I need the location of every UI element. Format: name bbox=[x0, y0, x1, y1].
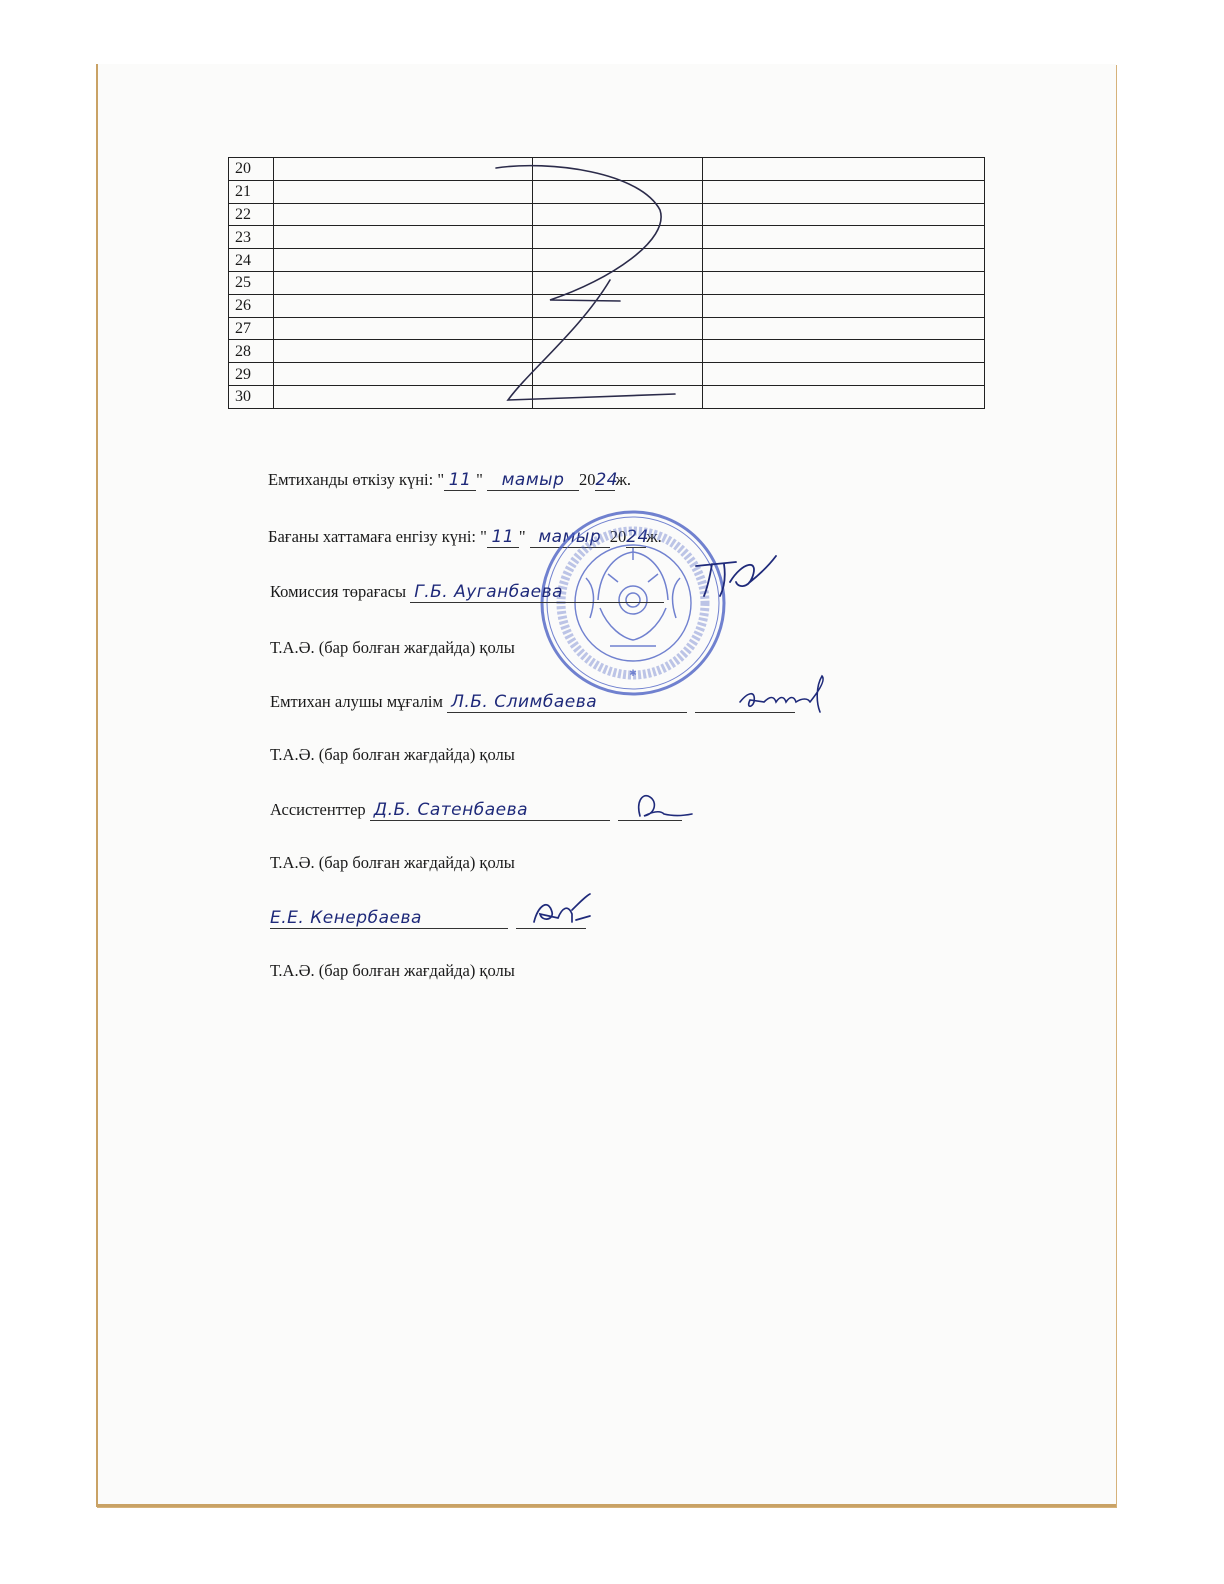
row-number: 28 bbox=[229, 340, 274, 363]
chairman-caption: Т.А.Ә. (бар болған жағдайда) қолы bbox=[270, 638, 515, 657]
assistants-line bbox=[270, 800, 682, 821]
teacher-signature bbox=[736, 672, 831, 714]
exam-date-year-prefix: 20 bbox=[578, 470, 596, 489]
grade-date-suffix: ж. bbox=[646, 527, 662, 546]
table-cell bbox=[703, 249, 985, 272]
table-cell bbox=[703, 340, 985, 363]
exam-date-label: Емтиханды өткізу күні: " bbox=[268, 470, 445, 489]
exam-date-day: 11 bbox=[444, 470, 476, 491]
table-cell bbox=[703, 363, 985, 386]
row-number: 26 bbox=[229, 294, 274, 317]
row-number: 23 bbox=[229, 226, 274, 249]
exam-date-quote: " bbox=[476, 470, 483, 489]
row-number: 24 bbox=[229, 249, 274, 272]
row-number: 21 bbox=[229, 180, 274, 203]
chairman-name: Г.Б. Ауганбаева bbox=[410, 582, 664, 603]
exam-date-line bbox=[268, 470, 631, 491]
table-cell bbox=[703, 226, 985, 249]
row-number: 25 bbox=[229, 271, 274, 294]
row-number: 29 bbox=[229, 363, 274, 386]
grade-date-quote: " bbox=[518, 527, 526, 546]
chairman-signature bbox=[690, 552, 780, 600]
grade-date-day: 11 bbox=[487, 527, 519, 548]
assistant-1-signature bbox=[632, 792, 694, 822]
chairman-label: Комиссия төрағасы bbox=[270, 582, 407, 601]
exam-date-suffix: ж. bbox=[615, 470, 631, 489]
exam-date-month: мамыр bbox=[487, 470, 579, 491]
assistant-2-caption: Т.А.Ә. (бар болған жағдайда) қолы bbox=[270, 961, 515, 980]
table-cell bbox=[703, 180, 985, 203]
row-number: 27 bbox=[229, 317, 274, 340]
assistant-1-caption: Т.А.Ә. (бар болған жағдайда) қолы bbox=[270, 853, 515, 872]
svg-text:✱: ✱ bbox=[629, 669, 637, 679]
table-cell bbox=[703, 317, 985, 340]
assistant-2-signature bbox=[528, 892, 594, 928]
assistant-1-name: Д.Б. Сатенбаева bbox=[370, 800, 610, 821]
teacher-label: Емтихан алушы мұғалім bbox=[270, 692, 443, 711]
chairman-line bbox=[270, 582, 664, 603]
exam-date-year-suffix: 24 bbox=[595, 470, 619, 490]
table-cell bbox=[703, 385, 985, 408]
table-cell bbox=[703, 158, 985, 181]
table-cell bbox=[703, 271, 985, 294]
teacher-caption: Т.А.Ә. (бар болған жағдайда) қолы bbox=[270, 745, 515, 764]
cancel-stroke bbox=[490, 160, 680, 415]
table-cell bbox=[703, 294, 985, 317]
table-cell bbox=[703, 203, 985, 226]
assistants-label: Ассистенттер bbox=[270, 800, 366, 819]
assistant-2-name: Е.Е. Кенербаева bbox=[270, 908, 508, 929]
row-number: 20 bbox=[229, 158, 274, 181]
official-stamp bbox=[538, 508, 728, 698]
teacher-line bbox=[270, 692, 795, 713]
row-number: 30 bbox=[229, 385, 274, 408]
teacher-name: Л.Б. Слимбаева bbox=[447, 692, 687, 713]
grade-date-year-suffix: 24 bbox=[626, 527, 649, 547]
grade-date-label: Бағаны хаттамаға енгізу күні: " bbox=[268, 527, 487, 546]
row-number: 22 bbox=[229, 203, 274, 226]
grade-date-year-prefix: 20 bbox=[609, 527, 627, 546]
grade-date-month: мамыр bbox=[530, 527, 610, 548]
